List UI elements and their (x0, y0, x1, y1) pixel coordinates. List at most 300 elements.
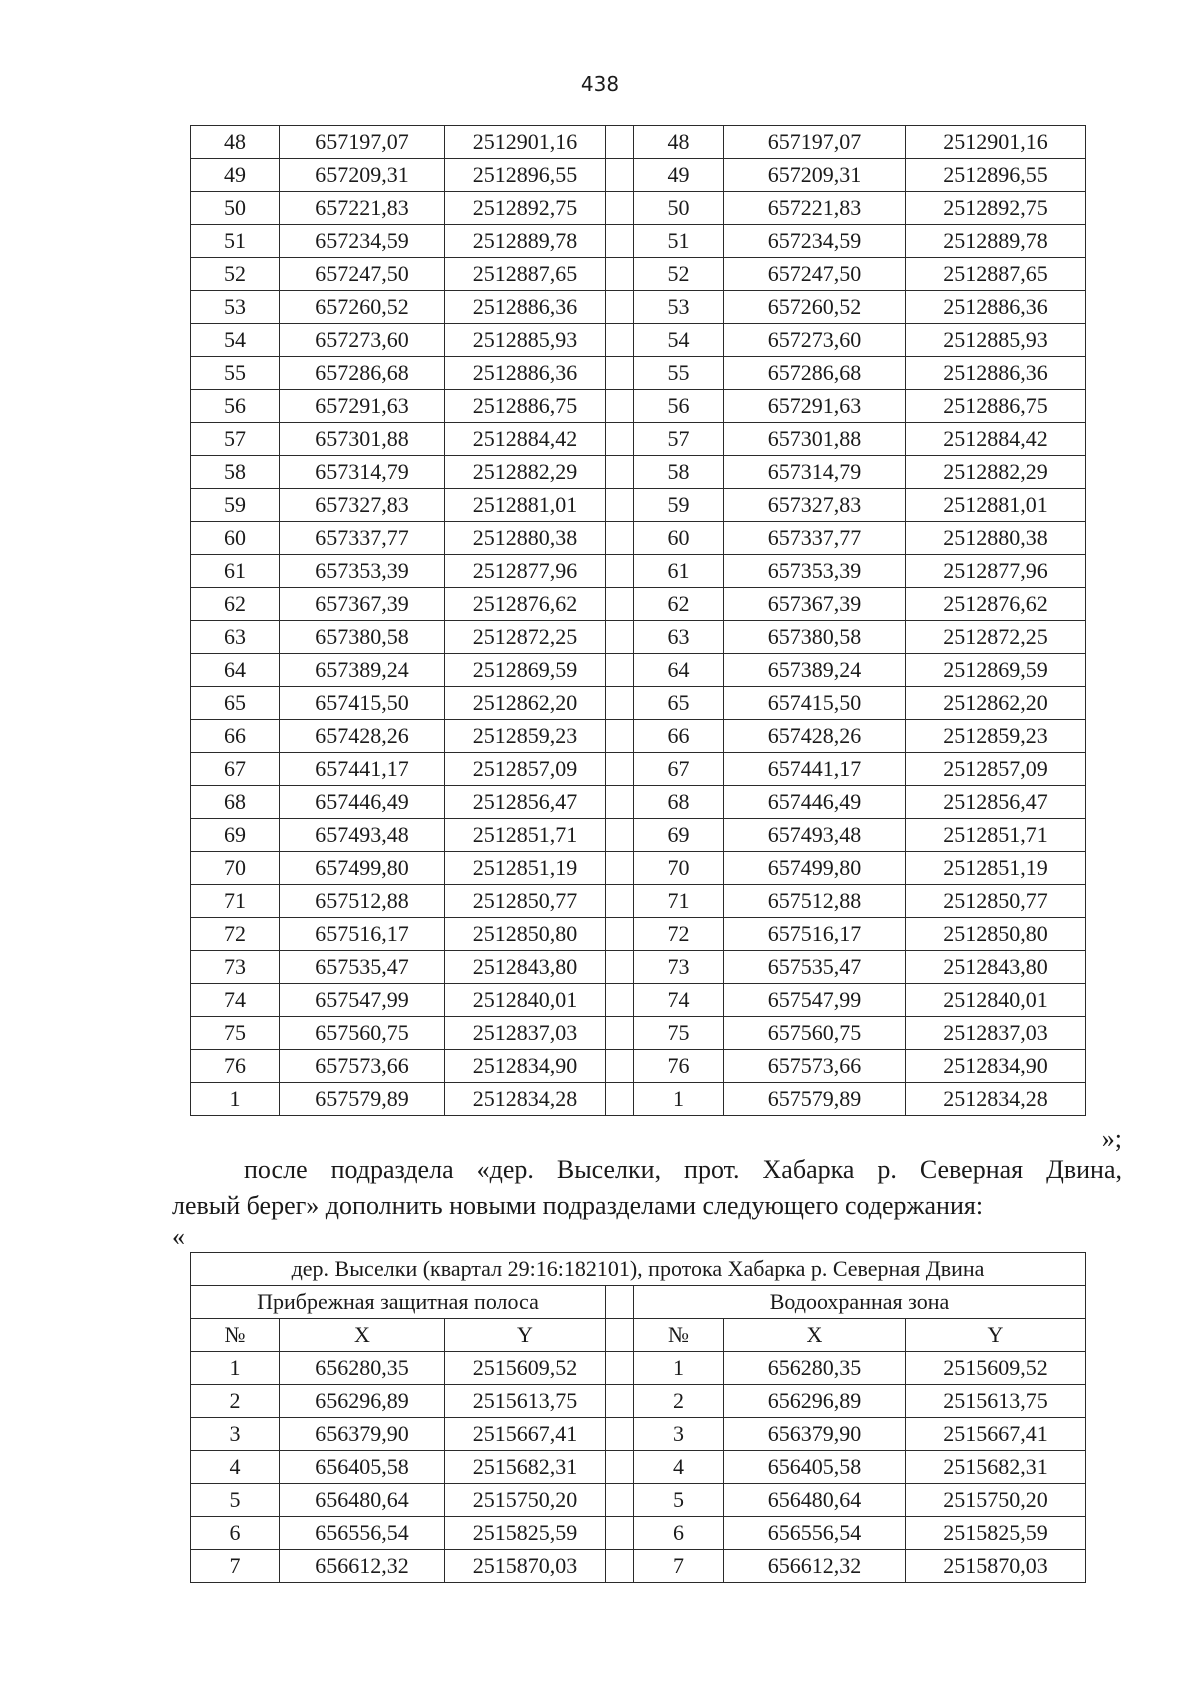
point-number: 50 (191, 192, 280, 225)
coord-y: 2515667,41 (445, 1418, 606, 1451)
table-gap-cell (606, 159, 634, 192)
point-number: 52 (634, 258, 724, 291)
point-number: 1 (191, 1083, 280, 1116)
table-gap-cell (606, 621, 634, 654)
coord-y: 2512882,29 (445, 456, 606, 489)
table-gap-cell (606, 1352, 634, 1385)
point-number: 69 (191, 819, 280, 852)
point-number: 48 (191, 126, 280, 159)
coord-x: 657273,60 (724, 324, 906, 357)
point-number: 68 (191, 786, 280, 819)
coord-x: 657367,39 (280, 588, 445, 621)
table-row (191, 687, 1086, 720)
table-gap-cell (606, 291, 634, 324)
point-number: 3 (191, 1418, 280, 1451)
table-gap-cell (606, 918, 634, 951)
table-gap-cell (606, 522, 634, 555)
point-number: 5 (191, 1484, 280, 1517)
coord-x: 657314,79 (724, 456, 906, 489)
coord-x: 657197,07 (724, 126, 906, 159)
coord-x: 656280,35 (724, 1352, 906, 1385)
coord-y: 2512901,16 (906, 126, 1086, 159)
coord-y: 2512843,80 (445, 951, 606, 984)
point-number: 59 (191, 489, 280, 522)
table-gap-cell (606, 687, 634, 720)
table-row (191, 225, 1086, 258)
amendment-paragraph (172, 1152, 1122, 1224)
point-number: 62 (634, 588, 724, 621)
table-row (191, 918, 1086, 951)
coord-x: 657516,17 (280, 918, 445, 951)
table-gap-cell (606, 489, 634, 522)
table-gap-cell (606, 1385, 634, 1418)
table-row (191, 720, 1086, 753)
coord-y: 2512857,09 (445, 753, 606, 786)
table-row (191, 753, 1086, 786)
coord-x: 657428,26 (280, 720, 445, 753)
table-gap-cell (606, 654, 634, 687)
coord-x: 656480,64 (724, 1484, 906, 1517)
table-gap-cell (606, 126, 634, 159)
point-number: 48 (634, 126, 724, 159)
point-number: 60 (191, 522, 280, 555)
coord-y: 2512834,28 (906, 1083, 1086, 1116)
coord-y: 2515609,52 (906, 1352, 1086, 1385)
coord-x: 656296,89 (724, 1385, 906, 1418)
coord-x: 657234,59 (280, 225, 445, 258)
coord-x: 657209,31 (724, 159, 906, 192)
coord-x: 657291,63 (280, 390, 445, 423)
coord-y: 2512834,90 (445, 1050, 606, 1083)
point-number: 50 (634, 192, 724, 225)
table-gap-cell (606, 819, 634, 852)
point-number: 70 (191, 852, 280, 885)
table-row (191, 390, 1086, 423)
coord-x: 657209,31 (280, 159, 445, 192)
table-gap-cell (606, 951, 634, 984)
point-number: 63 (191, 621, 280, 654)
table-row (191, 555, 1086, 588)
table-row (191, 1517, 1086, 1550)
coord-x: 657446,49 (724, 786, 906, 819)
point-number: 3 (634, 1418, 724, 1451)
coord-y: 2515750,20 (906, 1484, 1086, 1517)
coord-y: 2515667,41 (906, 1418, 1086, 1451)
table-row (191, 852, 1086, 885)
point-number: 58 (634, 456, 724, 489)
coord-x: 657221,83 (724, 192, 906, 225)
point-number: 69 (634, 819, 724, 852)
coord-x: 657273,60 (280, 324, 445, 357)
table-row (191, 126, 1086, 159)
table-gap-cell (606, 588, 634, 621)
point-number: 55 (191, 357, 280, 390)
coord-y: 2515825,59 (906, 1517, 1086, 1550)
coord-x: 657197,07 (280, 126, 445, 159)
coord-y: 2512851,71 (906, 819, 1086, 852)
header-x: X (724, 1319, 906, 1352)
point-number: 61 (634, 555, 724, 588)
coord-x: 657573,66 (280, 1050, 445, 1083)
table-gap-cell (606, 753, 634, 786)
coord-y: 2512887,65 (445, 258, 606, 291)
table-row (191, 885, 1086, 918)
table-title-row (191, 1253, 1086, 1286)
coord-x: 657221,83 (280, 192, 445, 225)
table-row (191, 423, 1086, 456)
table-gap-cell (606, 225, 634, 258)
point-number: 61 (191, 555, 280, 588)
page-number: 438 (580, 72, 620, 96)
coord-y: 2512851,19 (906, 852, 1086, 885)
point-number: 66 (634, 720, 724, 753)
coord-y: 2512884,42 (906, 423, 1086, 456)
coord-x: 657327,83 (280, 489, 445, 522)
table-gap-cell (606, 555, 634, 588)
coord-x: 657560,75 (280, 1017, 445, 1050)
coord-y: 2512886,36 (906, 357, 1086, 390)
point-number: 63 (634, 621, 724, 654)
point-number: 4 (634, 1451, 724, 1484)
coord-x: 657547,99 (280, 984, 445, 1017)
point-number: 60 (634, 522, 724, 555)
coord-y: 2512872,25 (906, 621, 1086, 654)
header-y: Y (445, 1319, 606, 1352)
coord-y: 2515870,03 (906, 1550, 1086, 1583)
coord-y: 2512851,71 (445, 819, 606, 852)
point-number: 51 (191, 225, 280, 258)
coord-y: 2512859,23 (445, 720, 606, 753)
coord-y: 2512896,55 (906, 159, 1086, 192)
coord-y: 2512881,01 (445, 489, 606, 522)
coord-x: 657380,58 (724, 621, 906, 654)
paragraph-line-1: после подраздела «дер. Выселки, прот. Хабарка р. Северная Двина, (244, 1155, 1122, 1184)
table-row (191, 1050, 1086, 1083)
coord-y: 2512876,62 (906, 588, 1086, 621)
table-row (191, 357, 1086, 390)
point-number: 74 (191, 984, 280, 1017)
coord-y: 2512886,75 (906, 390, 1086, 423)
table-section-row (191, 1286, 1086, 1319)
coord-x: 657446,49 (280, 786, 445, 819)
table-row (191, 159, 1086, 192)
point-number: 49 (191, 159, 280, 192)
point-number: 68 (634, 786, 724, 819)
coord-x: 656612,32 (280, 1550, 445, 1583)
point-number: 75 (191, 1017, 280, 1050)
table-row (191, 291, 1086, 324)
coord-y: 2512840,01 (445, 984, 606, 1017)
coord-y: 2512850,80 (906, 918, 1086, 951)
coord-x: 657314,79 (280, 456, 445, 489)
point-number: 59 (634, 489, 724, 522)
point-number: 76 (191, 1050, 280, 1083)
coord-x: 657579,89 (280, 1083, 445, 1116)
coord-x: 657247,50 (724, 258, 906, 291)
coord-y: 2512862,20 (906, 687, 1086, 720)
coord-y: 2512880,38 (906, 522, 1086, 555)
table-gap-cell (606, 192, 634, 225)
coord-y: 2512889,78 (445, 225, 606, 258)
point-number: 54 (191, 324, 280, 357)
coord-x: 656379,90 (280, 1418, 445, 1451)
coord-x: 657260,52 (280, 291, 445, 324)
table-row (191, 1352, 1086, 1385)
coordinates-table-vyselki (190, 1252, 1086, 1583)
table-row (191, 819, 1086, 852)
coord-y: 2512850,80 (445, 918, 606, 951)
coord-x: 656280,35 (280, 1352, 445, 1385)
coord-x: 657337,77 (724, 522, 906, 555)
point-number: 56 (634, 390, 724, 423)
point-number: 57 (191, 423, 280, 456)
point-number: 5 (634, 1484, 724, 1517)
coord-x: 657415,50 (724, 687, 906, 720)
table-gap-cell (606, 1418, 634, 1451)
table-gap-cell (606, 1517, 634, 1550)
coord-x: 657547,99 (724, 984, 906, 1017)
coord-y: 2512869,59 (906, 654, 1086, 687)
coord-y: 2515870,03 (445, 1550, 606, 1583)
coord-x: 656379,90 (724, 1418, 906, 1451)
point-number: 6 (634, 1517, 724, 1550)
point-number: 76 (634, 1050, 724, 1083)
closing-quote: »; (1101, 1124, 1122, 1153)
coord-x: 657579,89 (724, 1083, 906, 1116)
coordinates-table-body (191, 126, 1086, 1116)
table-row (191, 1017, 1086, 1050)
coord-x: 657493,48 (724, 819, 906, 852)
header-y: Y (906, 1319, 1086, 1352)
point-number: 64 (191, 654, 280, 687)
table-gap-cell (606, 1319, 634, 1352)
point-number: 56 (191, 390, 280, 423)
coord-x: 656480,64 (280, 1484, 445, 1517)
table-gap-cell (606, 324, 634, 357)
coord-y: 2515750,20 (445, 1484, 606, 1517)
point-number: 65 (191, 687, 280, 720)
coord-x: 657512,88 (724, 885, 906, 918)
coord-x: 657493,48 (280, 819, 445, 852)
point-number: 49 (634, 159, 724, 192)
table-row (191, 1385, 1086, 1418)
coord-x: 657301,88 (280, 423, 445, 456)
point-number: 7 (191, 1550, 280, 1583)
section-coastal-protection-strip: Прибрежная защитная полоса (191, 1286, 606, 1319)
point-number: 2 (634, 1385, 724, 1418)
coord-y: 2512877,96 (906, 555, 1086, 588)
table-gap-cell (606, 1083, 634, 1116)
coord-y: 2515682,31 (906, 1451, 1086, 1484)
coord-y: 2512837,03 (906, 1017, 1086, 1050)
table-row (191, 588, 1086, 621)
point-number: 67 (191, 753, 280, 786)
table-row (191, 621, 1086, 654)
table-gap-cell (606, 1451, 634, 1484)
point-number: 2 (191, 1385, 280, 1418)
coord-y: 2512884,42 (445, 423, 606, 456)
coord-x: 657499,80 (724, 852, 906, 885)
point-number: 74 (634, 984, 724, 1017)
coord-y: 2512877,96 (445, 555, 606, 588)
point-number: 73 (191, 951, 280, 984)
coord-x: 657560,75 (724, 1017, 906, 1050)
coord-x: 656556,54 (280, 1517, 445, 1550)
point-number: 55 (634, 357, 724, 390)
coord-x: 657353,39 (280, 555, 445, 588)
point-number: 1 (634, 1352, 724, 1385)
coord-y: 2512886,75 (445, 390, 606, 423)
table-gap-cell (606, 1484, 634, 1517)
point-number: 72 (191, 918, 280, 951)
coord-y: 2512896,55 (445, 159, 606, 192)
table-gap-cell (606, 390, 634, 423)
coord-y: 2512862,20 (445, 687, 606, 720)
coord-y: 2512872,25 (445, 621, 606, 654)
coord-y: 2515825,59 (445, 1517, 606, 1550)
point-number: 6 (191, 1517, 280, 1550)
table-row (191, 192, 1086, 225)
point-number: 71 (634, 885, 724, 918)
point-number: 1 (191, 1352, 280, 1385)
coord-x: 657301,88 (724, 423, 906, 456)
table-gap-cell (606, 1286, 634, 1319)
point-number: 75 (634, 1017, 724, 1050)
table-row (191, 654, 1086, 687)
coord-y: 2515613,75 (445, 1385, 606, 1418)
point-number: 58 (191, 456, 280, 489)
coord-y: 2512837,03 (445, 1017, 606, 1050)
point-number: 72 (634, 918, 724, 951)
coord-y: 2512901,16 (445, 126, 606, 159)
coord-y: 2512880,38 (445, 522, 606, 555)
header-number: № (634, 1319, 724, 1352)
table-row (191, 522, 1086, 555)
point-number: 64 (634, 654, 724, 687)
point-number: 66 (191, 720, 280, 753)
coord-x: 657516,17 (724, 918, 906, 951)
coord-x: 657247,50 (280, 258, 445, 291)
point-number: 67 (634, 753, 724, 786)
coord-y: 2512882,29 (906, 456, 1086, 489)
table-gap-cell (606, 1550, 634, 1583)
table-title: дер. Выселки (квартал 29:16:182101), протока Хабарка р. Северная Двина (191, 1253, 1086, 1286)
point-number: 65 (634, 687, 724, 720)
coord-x: 656612,32 (724, 1550, 906, 1583)
coord-y: 2512886,36 (445, 357, 606, 390)
paragraph-line-2: левый берег» дополнить новыми подразделами следующего содержания: (172, 1191, 984, 1220)
table-gap-cell (606, 885, 634, 918)
coord-y: 2512850,77 (445, 885, 606, 918)
coord-x: 657286,68 (280, 357, 445, 390)
coord-y: 2512834,90 (906, 1050, 1086, 1083)
point-number: 53 (634, 291, 724, 324)
coord-x: 657291,63 (724, 390, 906, 423)
coord-y: 2512869,59 (445, 654, 606, 687)
coord-x: 657512,88 (280, 885, 445, 918)
table-gap-cell (606, 984, 634, 1017)
table-gap-cell (606, 258, 634, 291)
coord-x: 657286,68 (724, 357, 906, 390)
table-row (191, 324, 1086, 357)
coord-x: 657380,58 (280, 621, 445, 654)
coord-x: 657260,52 (724, 291, 906, 324)
table-row (191, 786, 1086, 819)
coord-x: 657367,39 (724, 588, 906, 621)
point-number: 70 (634, 852, 724, 885)
coord-x: 657353,39 (724, 555, 906, 588)
coord-y: 2512892,75 (906, 192, 1086, 225)
opening-quote: « (172, 1222, 185, 1251)
point-number: 53 (191, 291, 280, 324)
point-number: 57 (634, 423, 724, 456)
table-row (191, 1083, 1086, 1116)
coord-x: 657389,24 (280, 654, 445, 687)
coord-x: 657499,80 (280, 852, 445, 885)
coord-y: 2512886,36 (445, 291, 606, 324)
coord-x: 657389,24 (724, 654, 906, 687)
table-gap-cell (606, 786, 634, 819)
table-row (191, 1451, 1086, 1484)
coord-y: 2515609,52 (445, 1352, 606, 1385)
coord-y: 2512840,01 (906, 984, 1086, 1017)
point-number: 73 (634, 951, 724, 984)
table-row (191, 951, 1086, 984)
coord-y: 2512851,19 (445, 852, 606, 885)
header-x: X (280, 1319, 445, 1352)
coord-y: 2512857,09 (906, 753, 1086, 786)
coord-x: 656556,54 (724, 1517, 906, 1550)
table-gap-cell (606, 423, 634, 456)
table-gap-cell (606, 720, 634, 753)
table-row (191, 456, 1086, 489)
table-row (191, 489, 1086, 522)
table-gap-cell (606, 456, 634, 489)
coord-y: 2512889,78 (906, 225, 1086, 258)
table-gap-cell (606, 1050, 634, 1083)
coord-x: 656296,89 (280, 1385, 445, 1418)
coord-y: 2512886,36 (906, 291, 1086, 324)
point-number: 7 (634, 1550, 724, 1583)
coord-x: 657441,17 (280, 753, 445, 786)
table-row (191, 1550, 1086, 1583)
table-row (191, 1418, 1086, 1451)
point-number: 52 (191, 258, 280, 291)
coord-x: 657327,83 (724, 489, 906, 522)
point-number: 62 (191, 588, 280, 621)
coord-y: 2512885,93 (445, 324, 606, 357)
coord-y: 2512843,80 (906, 951, 1086, 984)
coord-y: 2512885,93 (906, 324, 1086, 357)
coord-y: 2515613,75 (906, 1385, 1086, 1418)
table-row (191, 258, 1086, 291)
coord-x: 657573,66 (724, 1050, 906, 1083)
point-number: 71 (191, 885, 280, 918)
coord-y: 2512850,77 (906, 885, 1086, 918)
table-row (191, 1484, 1086, 1517)
table-gap-cell (606, 852, 634, 885)
coord-y: 2512834,28 (445, 1083, 606, 1116)
coord-y: 2515682,31 (445, 1451, 606, 1484)
section-water-protection-zone: Водоохранная зона (634, 1286, 1086, 1319)
coord-x: 657441,17 (724, 753, 906, 786)
coord-y: 2512881,01 (906, 489, 1086, 522)
coord-y: 2512859,23 (906, 720, 1086, 753)
coord-x: 657535,47 (280, 951, 445, 984)
table-gap-cell (606, 1017, 634, 1050)
coordinates-table-body (191, 1253, 1086, 1583)
coord-x: 657415,50 (280, 687, 445, 720)
